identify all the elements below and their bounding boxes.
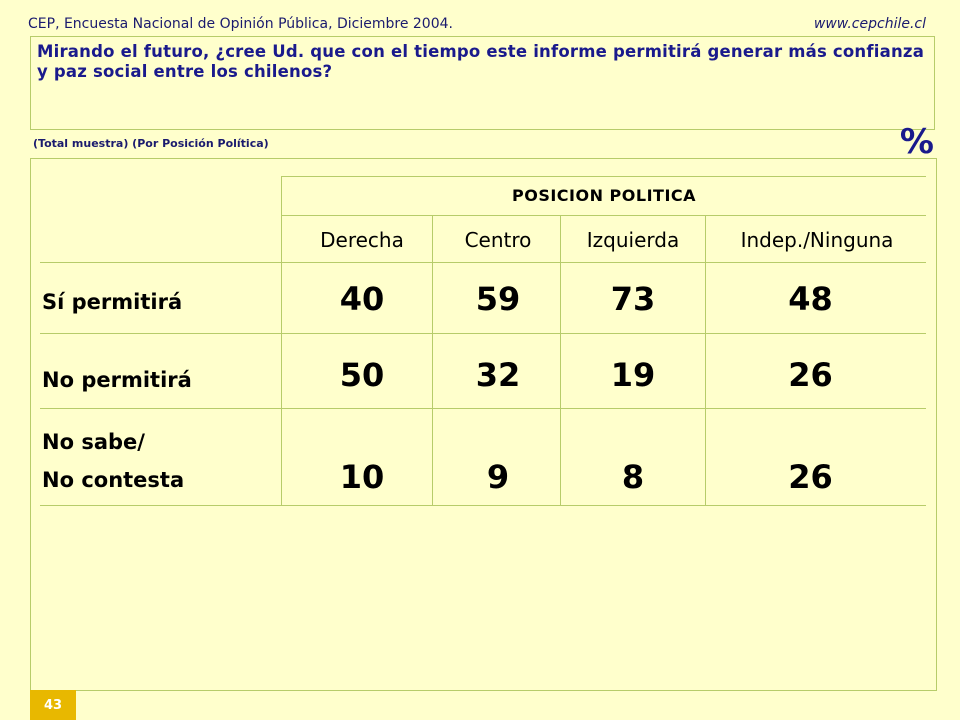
website-link[interactable]: www.cepchile.cl [813,16,926,32]
table-cell: 26 [788,458,833,496]
table-cell: 10 [339,458,385,496]
table-cell: 50 [339,356,385,394]
source-header: CEP, Encuesta Nacional de Opinión Pública, Diciembre 2004. [28,16,453,32]
row-label: No contesta [42,468,185,492]
table-cell: 26 [788,356,833,394]
table-divider [281,176,282,505]
table-cell: 59 [475,280,521,318]
question-box [30,36,935,130]
table-divider [282,215,926,216]
column-header: Derecha [320,228,404,252]
row-label: No sabe/ [42,430,145,454]
column-header: Izquierda [586,228,680,252]
table-divider [432,215,433,505]
table-divider [282,176,926,177]
page-number-badge [30,690,76,720]
table-cell: 73 [610,280,656,318]
row-label: No permitirá [42,368,192,392]
column-header: Centro [464,228,532,252]
row-label: Sí permitirá [42,290,183,314]
page-number: 43 [43,697,63,713]
table-cell: 40 [339,280,385,318]
table-divider [705,215,706,505]
column-group-title: POSICION POLITICA [511,186,697,205]
table-cell: 9 [486,458,510,496]
column-header: Indep./Ninguna [740,228,894,252]
table-divider [40,505,926,506]
sample-note: (Total muestra) (Por Posición Política) [33,137,269,150]
table-cell: 19 [610,356,656,394]
table-divider [40,262,926,263]
percent-unit: % [899,122,934,162]
table-divider [40,333,926,334]
table-divider [40,408,926,409]
table-cell: 8 [621,458,645,496]
table-cell: 32 [475,356,521,394]
table-cell: 48 [788,280,833,318]
table-divider [560,215,561,505]
question-text: Mirando el futuro, ¿cree Ud. que con el tiempo este informe permitirá generar más confianza y paz social entre los chilenos? [37,42,925,81]
